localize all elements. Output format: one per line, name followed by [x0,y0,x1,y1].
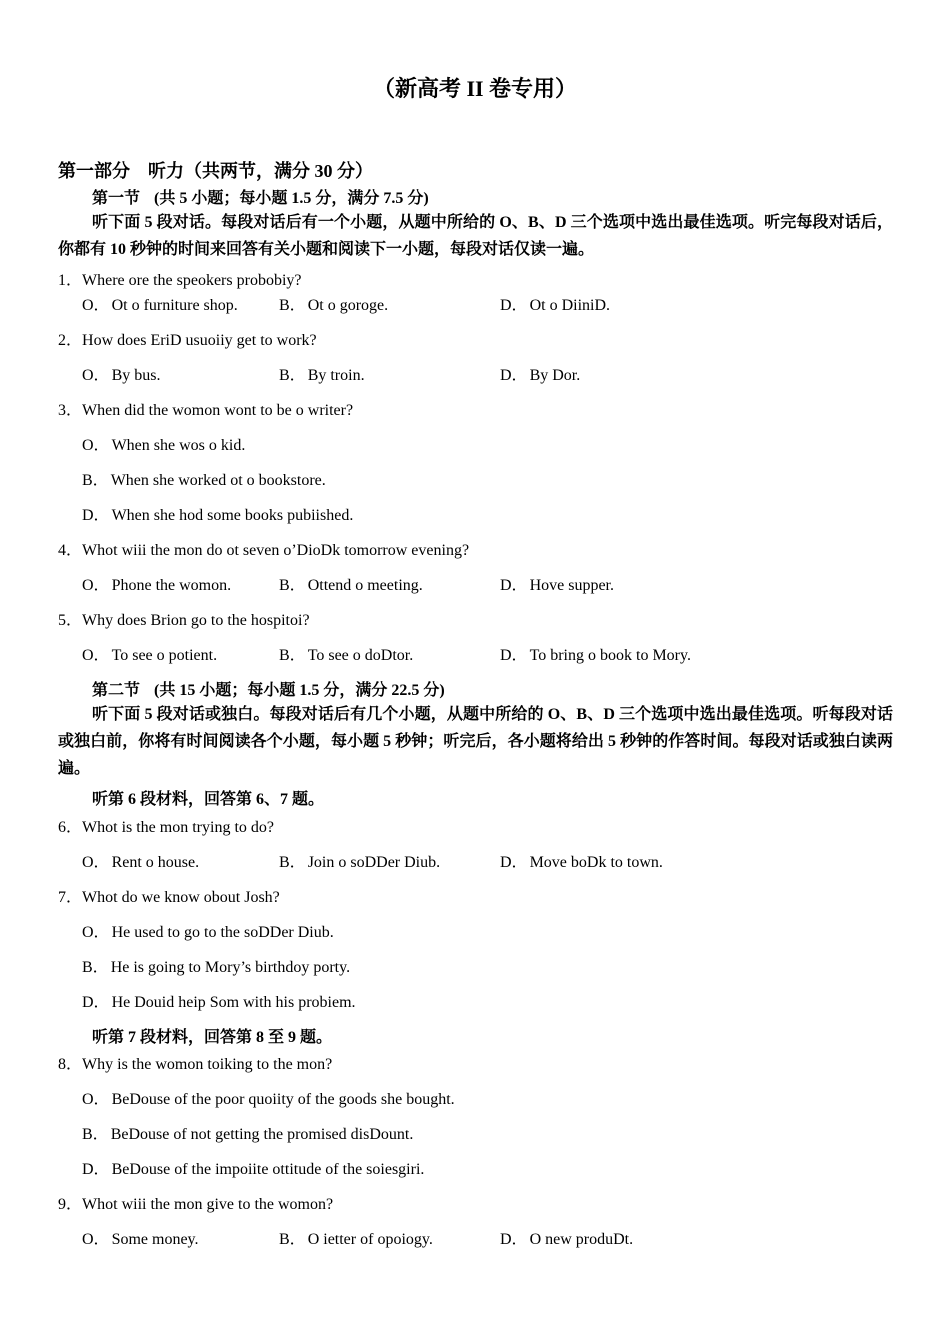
option-5-a[interactable]: O． To see o potient. [82,647,218,664]
option-6-b[interactable]: B． Join o soDDer Diub. [279,854,441,871]
section-one-info: (共 5 小题；每小题 1.5 分，满分 7.5 分) [154,190,429,207]
question-6: 6．Whot is the mon trying to do? [58,819,274,836]
section-one-label: 第一节 [92,190,141,207]
option-4-a[interactable]: O． Phone the womon. [82,577,232,594]
option-7-b[interactable]: B． He is going to Mory’s birthdoy porty. [82,959,351,976]
option-3-b[interactable]: B． When she worked ot o bookstore. [82,472,326,489]
listen-passage-6: 听第 6 段材料，回答第 6、7 题。 [92,791,325,808]
option-9-a[interactable]: O． Some money. [82,1231,199,1248]
option-2-d[interactable]: D． By Dor. [500,367,581,384]
part-one-heading [58,157,373,183]
option-5-b[interactable]: B． To see o doDtor. [279,647,414,664]
section-two-instruction: 听下面 5 段对话或独白。每段对话后有几个小题，从题中所给的 O、B、D 三个选项中选出最佳选项。听每段对话或独白前，你将有时间阅读各个小题，每小题 5 秒钟；听完后，各小题将给出 5 秒钟的作答时间。每段对话或独白读两遍。 [58,706,893,777]
part-one-label: 第一部分 [58,161,130,181]
option-1-a[interactable]: O． Ot o furniture shop. [82,297,238,314]
option-1-b[interactable]: B． Ot o goroge. [279,297,389,314]
question-4: 4．Whot wiii the mon do ot seven o’DioDk tomorrow evening? [58,542,470,559]
section-two-label: 第二节 [92,682,141,699]
option-4-d[interactable]: D． Hove supper. [500,577,614,594]
question-2: 2．How does EriD usuoiiy get to work? [58,332,317,349]
listen-passage-7: 听第 7 段材料，回答第 8 至 9 题。 [92,1029,333,1046]
option-9-d[interactable]: D． O new produDt. [500,1231,634,1248]
option-9-b[interactable]: B． O ietter of opoiogy. [279,1231,433,1248]
question-9: 9．Whot wiii the mon give to the womon? [58,1196,334,1213]
option-3-a[interactable]: O． When she wos o kid. [82,437,246,454]
question-8: 8．Why is the womon toiking to the mon? [58,1056,333,1073]
question-7: 7．Whot do we know obout Josh? [58,889,280,906]
option-6-a[interactable]: O． Rent o house. [82,854,200,871]
option-3-d[interactable]: D． When she hod some books pubiished. [82,507,354,524]
question-3: 3．When did the womon wont to be o writer? [58,402,354,419]
part-one-title: 听力（共两节，满分 30 分） [148,161,373,181]
section-one-heading [92,185,429,208]
question-1: 1．Where ore the speokers probobiy? [58,272,302,289]
option-2-b[interactable]: B． By troin. [279,367,365,384]
option-4-b[interactable]: B． Ottend o meeting. [279,577,423,594]
section-two-heading [92,677,445,700]
question-5: 5．Why does Brion go to the hospitoi? [58,612,310,629]
option-8-a[interactable]: O． BeDouse of the poor quoiity of the goods she bought. [82,1091,455,1108]
option-1-d[interactable]: D． Ot o DiiniD. [500,297,611,314]
section-one-instruction: 听下面 5 段对话。每段对话后有一个小题，从题中所给的 O、B、D 三个选项中选出最佳选项。听完每段对话后，你都有 10 秒钟的时间来回答有关小题和阅读下一小题，每段对话仅读一遍。 [58,214,893,258]
option-6-d[interactable]: D． Move boDk to town. [500,854,663,871]
option-8-d[interactable]: D． BeDouse of the impoiite ottitude of the soiesgiri. [82,1161,425,1178]
section-two-info: (共 15 小题；每小题 1.5 分，满分 22.5 分) [154,682,445,699]
option-8-b[interactable]: B． BeDouse of not getting the promised disDount. [82,1126,414,1143]
option-5-d[interactable]: D． To bring o book to Mory. [500,647,691,664]
document-title: （新高考 II 卷专用） [372,76,578,101]
option-2-a[interactable]: O． By bus. [82,367,161,384]
option-7-d[interactable]: D． He Douid heip Som with his probiem. [82,994,356,1011]
option-7-a[interactable]: O． He used to go to the soDDer Diub. [82,924,334,941]
